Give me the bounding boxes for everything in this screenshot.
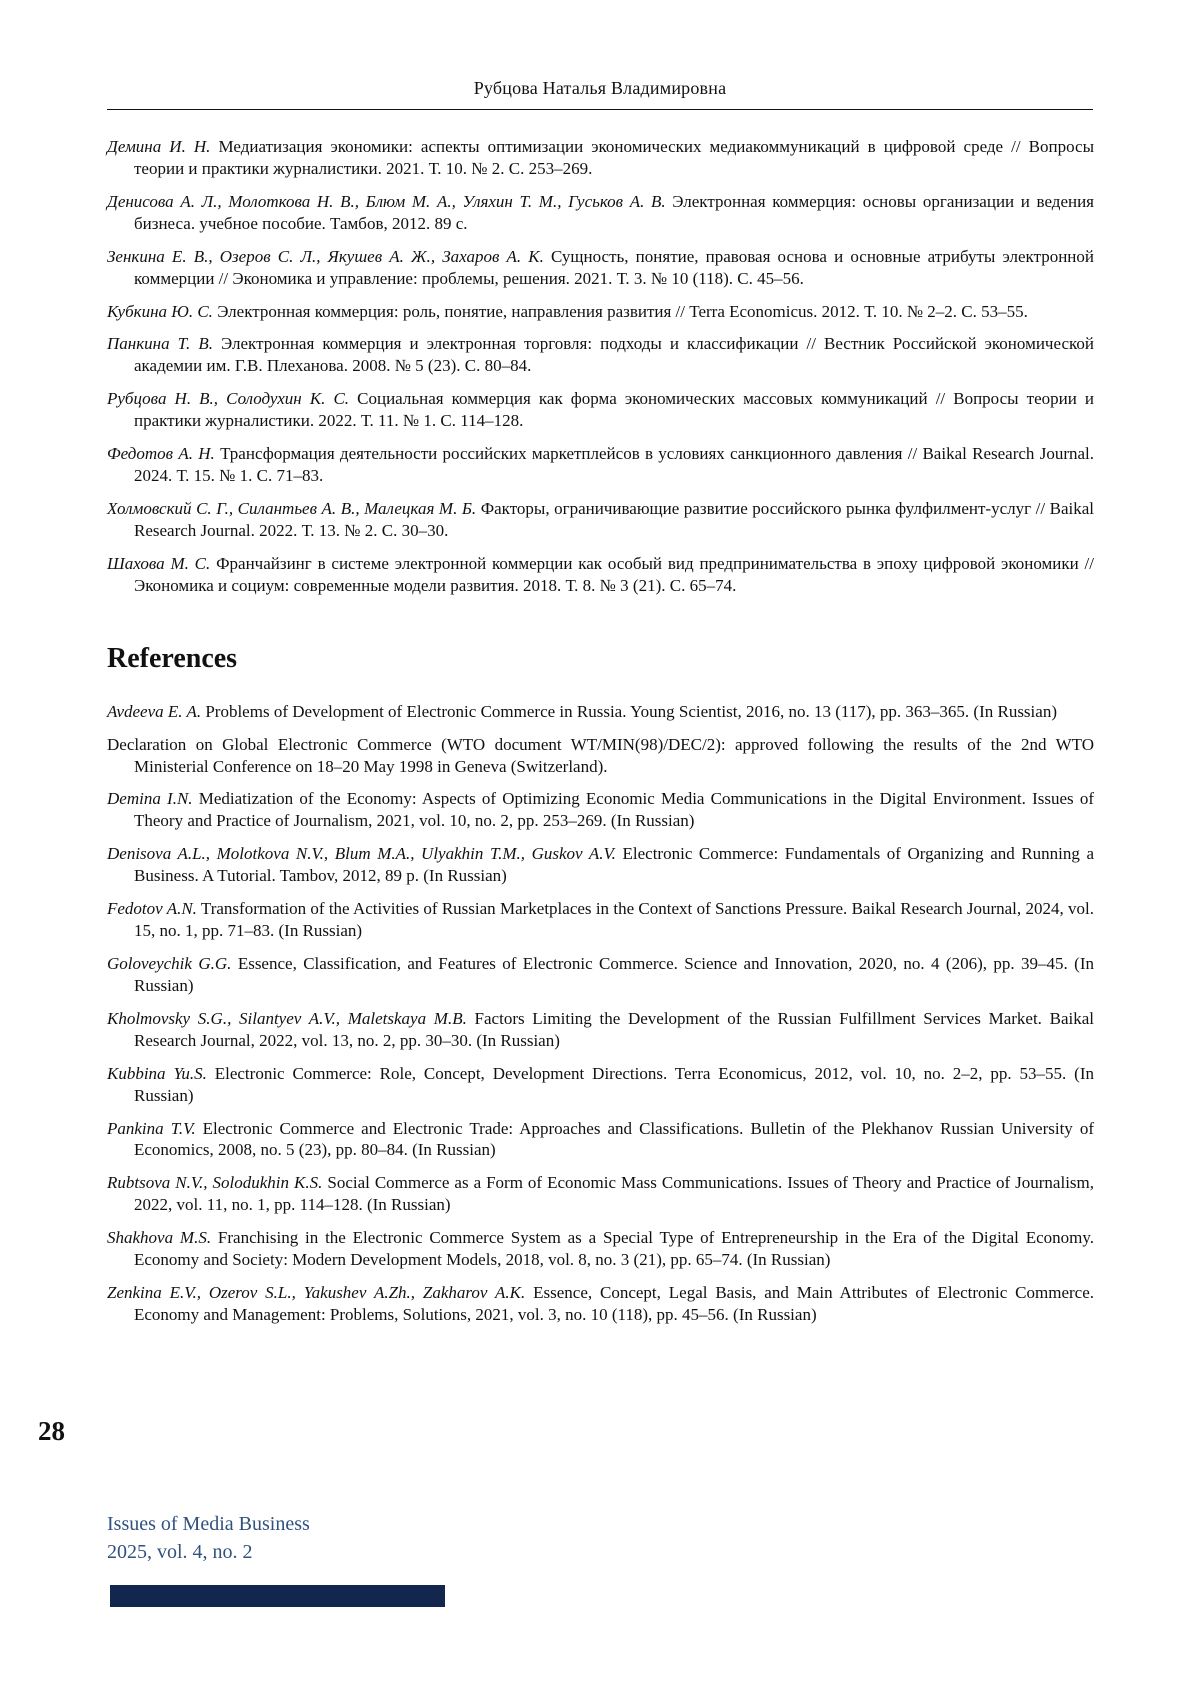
reference-authors: Kholmovsky S.G., Silantyev A.V., Maletskaya M.B. xyxy=(107,1008,467,1028)
reference-text: Факторы, ограничивающие развитие российского рынка фулфилмент-услуг // Baikal Research Journal. 2022. Т. 13. № 2. С. 30–30. xyxy=(134,498,1094,540)
reference-authors: Зенкина Е. В., Озеров С. Л., Якушев А. Ж., Захаров А. К. xyxy=(107,246,544,266)
reference-text: Электронная коммерция: основы организации и ведения бизнеса. учебное пособие. Тамбов, 2012. 89 с. xyxy=(134,191,1094,233)
reference-entry xyxy=(107,443,1094,487)
reference-entry xyxy=(107,333,1094,377)
reference-entry xyxy=(107,191,1094,235)
reference-authors: Goloveychik G.G. xyxy=(107,953,232,973)
reference-entry xyxy=(107,301,1094,323)
reference-authors: Федотов А. Н. xyxy=(107,444,215,464)
reference-entry xyxy=(107,246,1094,290)
journal-title: Issues of Media Business xyxy=(107,1513,310,1535)
reference-authors: Shakhova M.S. xyxy=(107,1228,212,1248)
reference-authors: Панкина Т. В. xyxy=(107,334,213,354)
reference-entry xyxy=(107,553,1094,597)
reference-entry xyxy=(107,136,1094,180)
reference-authors: Zenkina E.V., Ozerov S.L., Yakushev A.Zh., Zakharov A.K. xyxy=(107,1283,526,1303)
reference-authors: Fedotov A.N. xyxy=(107,899,197,919)
reference-text: Declaration on Global Electronic Commerce (WTO document WT/MIN(98)/DEC/2): approved following the results of the 2nd WTO Ministerial Conference on 18–20 May 1998 in Geneva (Switzerland). xyxy=(107,734,1094,776)
reference-text: Медиатизация экономики: аспекты оптимизации экономических медиакоммуникаций в цифровой среде // Вопросы теории и практики журналистики. 2021. Т. 10. № 2. С. 253–269. xyxy=(134,137,1095,178)
reference-entry xyxy=(107,788,1094,832)
page-number: 28 xyxy=(38,1416,65,1446)
reference-authors: Денисова А. Л., Молоткова Н. В., Блюм М. А., Уляхин Т. М., Гуськов А. В. xyxy=(107,191,666,211)
reference-entry xyxy=(107,1063,1094,1107)
reference-authors: Demina I.N. xyxy=(107,789,193,809)
reference-authors: Рубцова Н. В., Солодухин К. С. xyxy=(107,389,350,409)
reference-text: Социальная коммерция как форма экономических массовых коммуникаций // Вопросы теории и практики журналистики. 2022. Т. 11. № 1. С. 114–128. xyxy=(134,389,1094,431)
reference-entry xyxy=(107,388,1094,432)
reference-entry xyxy=(107,1172,1094,1216)
reference-authors: Кубкина Ю. С. xyxy=(107,301,213,321)
reference-authors: Холмовский С. Г., Силантьев А. В., Малецкая М. Б. xyxy=(107,498,477,518)
page-content xyxy=(0,110,1200,1326)
reference-text: Transformation of the Activities of Russian Marketplaces in the Context of Sanctions Pressure. Baikal Research Journal, 2024, vol. 15, no. 1, pp. 71–83. (In Russian) xyxy=(134,899,1094,941)
reference-entry xyxy=(107,1282,1094,1326)
reference-authors: Rubtsova N.V., Solodukhin K.S. xyxy=(107,1173,323,1193)
reference-authors: Kubbina Yu.S. xyxy=(107,1063,207,1083)
reference-entry xyxy=(107,1008,1094,1052)
reference-text: Электронная коммерция: роль, понятие, направления развития // Terra Economicus. 2012. Т. 10. № 2–2. С. 53–55. xyxy=(217,301,1028,321)
reference-entry xyxy=(107,843,1094,887)
issue-info: 2025, vol. 4, no. 2 xyxy=(107,1541,253,1563)
reference-text: Mediatization of the Economy: Aspects of Optimizing Economic Media Communications in the Digital Environment. Issues of Theory and Practice of Journalism, 2021, vol. 10, no. 2, pp. 253–269. (In Russian) xyxy=(134,789,1094,831)
reference-authors: Демина И. Н. xyxy=(107,137,211,156)
reference-text: Franchising in the Electronic Commerce System as a Special Type of Entrepreneurship in the Era of the Digital Economy. Economy and Society: Modern Development Models, 2018, vol. 8, no. 3 (21), pp. 65–74. (In Russian) xyxy=(134,1228,1094,1270)
reference-authors: Denisova A.L., Molotkova N.V., Blum M.A., Ulyakhin T.M., Guskov A.V. xyxy=(107,844,616,864)
reference-entry xyxy=(107,953,1094,997)
reference-text: Электронная коммерция и электронная торговля: подходы и классификации // Вестник Российской экономической академии им. Г.В. Плеханова. 2008. № 5 (23). С. 80–84. xyxy=(134,334,1094,376)
russian-references-list xyxy=(107,136,1094,597)
reference-authors: Шахова М. С. xyxy=(107,553,211,573)
reference-authors: Avdeeva E. A. xyxy=(107,701,202,721)
reference-entry xyxy=(107,1227,1094,1271)
reference-authors: Pankina T.V. xyxy=(107,1118,196,1138)
reference-text: Electronic Commerce: Fundamentals of Organizing and Running a Business. A Tutorial. Tambov, 2012, 89 p. (In Russian) xyxy=(134,844,1095,886)
reference-entry xyxy=(107,498,1094,542)
reference-text: Factors Limiting the Development of the Russian Fulfillment Services Market. Baikal Research Journal, 2022, vol. 13, no. 2, pp. 30–30. (In Russian) xyxy=(134,1008,1094,1050)
reference-text: Electronic Commerce: Role, Concept, Development Directions. Terra Economicus, 2012, vol. 10, no. 2–2, pp. 53–55. (In Russian) xyxy=(134,1063,1094,1105)
reference-text: Social Commerce as a Form of Economic Mass Communications. Issues of Theory and Practice of Journalism, 2022, vol. 11, no. 1, pp. 114–128. (In Russian) xyxy=(134,1173,1095,1215)
reference-text: Essence, Concept, Legal Basis, and Main Attributes of Electronic Commerce. Economy and Management: Problems, Solutions, 2021, vol. 3, no. 10 (118), pp. 45–56. (In Russian) xyxy=(134,1283,1094,1324)
reference-text: Франчайзинг в системе электронной коммерции как особый вид предпринимательства в эпоху цифровой экономики // Экономика и социум: современные модели развития. 2018. Т. 8. № 3 (21). С. 65–74. xyxy=(134,553,1094,595)
reference-text: Трансформация деятельности российских маркетплейсов в условиях санкционного давления // Baikal Research Journal. 2024. Т. 15. № 1. С. 71–83. xyxy=(134,444,1094,486)
reference-entry xyxy=(107,1118,1094,1162)
running-head: Рубцова Наталья Владимировна xyxy=(473,78,727,98)
reference-entry xyxy=(107,898,1094,942)
reference-text: Сущность, понятие, правовая основа и основные атрибуты электронной коммерции // Экономика и управление: проблемы, решения. 2021. Т. 3. № 10 (118). С. 45–56. xyxy=(134,246,1094,288)
reference-entry xyxy=(107,734,1094,778)
footer-bar xyxy=(110,1585,445,1607)
reference-text: Problems of Development of Electronic Commerce in Russia. Young Scientist, 2016, no. 13 (117), pp. 363–365. (In Russian) xyxy=(205,701,1057,721)
reference-text: Electronic Commerce and Electronic Trade: Approaches and Classifications. Bulletin of the Plekhanov Russian University of Economics, 2008, no. 5 (23), pp. 80–84. (In Russian) xyxy=(134,1118,1095,1160)
english-references-list xyxy=(107,701,1094,1326)
reference-text: Essence, Classification, and Features of Electronic Commerce. Science and Innovation, 2020, no. 4 (206), pp. 39–45. (In Russian) xyxy=(134,953,1095,995)
references-heading: References xyxy=(107,642,238,674)
reference-entry xyxy=(107,701,1094,723)
